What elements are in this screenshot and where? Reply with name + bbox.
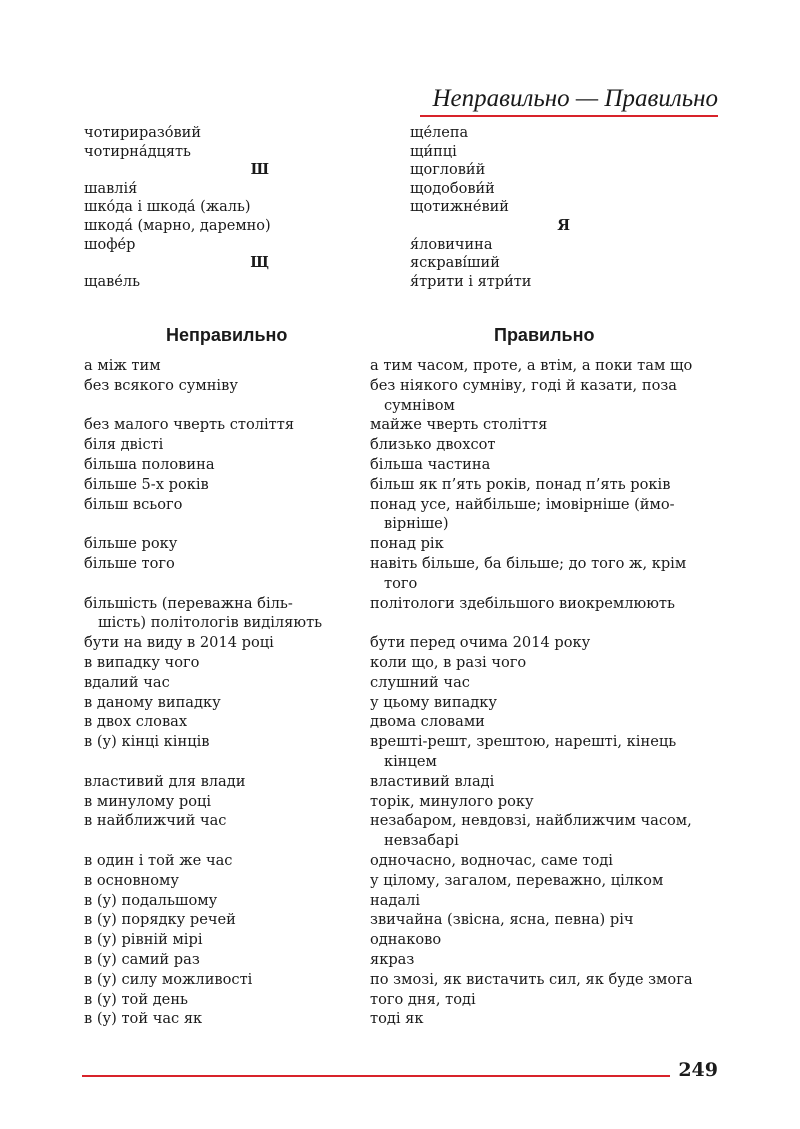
correct-phrase-line: невзабарі — [384, 832, 459, 850]
correct-phrase-line: властивий владі — [370, 772, 495, 790]
table-row — [84, 415, 720, 435]
incorrect-phrase-line: в (у) порядку речей — [84, 911, 236, 929]
incorrect-phrase-line: в (у) той день — [84, 990, 188, 1008]
table-row — [84, 871, 720, 891]
incorrect-phrase-line: в випадку чого — [84, 653, 200, 671]
incorrect-phrase-line: біля двісті — [84, 436, 164, 454]
correct-phrase — [370, 554, 720, 594]
correct-phrase-line: більш як п’ять років, понад п’ять років — [370, 475, 671, 493]
table-row — [84, 534, 720, 554]
incorrect-phrase-line: а між тим — [84, 357, 161, 374]
correct-phrase-line: у цьому випадку — [370, 693, 497, 711]
letter-heading: Ш — [250, 161, 269, 179]
table-header — [0, 322, 800, 348]
correct-phrase-line: однаково — [370, 931, 442, 949]
dictionary-entry: шко́да і шкода́ (жаль) — [84, 199, 251, 216]
correct-phrase — [370, 495, 720, 535]
incorrect-phrase-line: без всякого сумніву — [84, 376, 238, 394]
incorrect-phrase — [84, 811, 370, 851]
correct-phrase-line: якраз — [370, 950, 415, 968]
correct-phrase — [370, 732, 720, 772]
incorrect-phrase — [84, 930, 370, 950]
dictionary-entry: я́трити і ятри́ти — [410, 273, 532, 290]
column-heading-right: Правильно — [494, 325, 595, 345]
incorrect-phrase-line: в (у) силу можливості — [84, 970, 253, 988]
table-row — [84, 633, 720, 653]
letter-heading: Я — [557, 216, 570, 234]
dictionary-entry: шавлія́ — [84, 180, 138, 197]
table-row — [84, 554, 720, 594]
correct-phrase — [370, 376, 720, 416]
incorrect-phrase — [84, 732, 370, 772]
correct-phrase-line: двома словами — [370, 713, 485, 731]
incorrect-phrase — [84, 653, 370, 673]
correct-phrase — [370, 435, 720, 455]
table-row — [84, 673, 720, 693]
incorrect-phrase-line: більша половина — [84, 455, 215, 473]
correct-phrase-line: врешті-решт, зрештою, нарешті, кінець — [370, 733, 677, 751]
incorrect-phrase — [84, 376, 370, 416]
table-row — [84, 990, 720, 1010]
running-head-title: Неправильно — Правильно — [432, 85, 718, 112]
incorrect-phrase-line: в двох словах — [84, 713, 188, 731]
incorrect-phrase — [84, 990, 370, 1010]
table-row — [84, 435, 720, 455]
correct-phrase — [370, 811, 720, 851]
incorrect-phrase-line: в (у) той час як — [84, 1010, 203, 1028]
table-row — [84, 792, 720, 812]
incorrect-phrase — [84, 475, 370, 495]
table-row — [84, 1009, 720, 1029]
incorrect-phrase — [84, 693, 370, 713]
incorrect-phrase-line: більше року — [84, 535, 178, 553]
correct-phrase — [370, 871, 720, 891]
correct-phrase-line: понад рік — [370, 535, 444, 553]
correct-phrase-line: коли що, в разі чого — [370, 653, 527, 671]
correct-phrase-line: бути перед очима 2014 року — [370, 634, 591, 652]
table-row — [84, 653, 720, 673]
correct-phrase — [370, 792, 720, 812]
correct-phrase — [370, 970, 720, 990]
correct-phrase-line: того — [384, 574, 418, 592]
correct-phrase — [370, 1009, 720, 1029]
incorrect-phrase-line: в (у) кінці кінців — [84, 733, 210, 751]
dictionary-entry: щотижне́вий — [410, 199, 509, 216]
correct-phrase-line: понад усе, найбільше; імовірніше (ймо- — [370, 495, 675, 513]
correction-table — [84, 356, 720, 1029]
dictionary-entry: я́ловичина — [410, 236, 493, 253]
correct-phrase — [370, 673, 720, 693]
incorrect-phrase — [84, 356, 370, 376]
correct-phrase — [370, 653, 720, 673]
incorrect-phrase — [84, 950, 370, 970]
footer-rule — [82, 1075, 670, 1077]
table-row — [84, 970, 720, 990]
correct-phrase-line: навіть більше, ба більше; до того ж, крім — [370, 554, 687, 572]
incorrect-phrase-line: шість) політологів виділяють — [98, 614, 323, 632]
table-row — [84, 930, 720, 950]
incorrect-phrase-line: в один і той же час — [84, 851, 233, 869]
dictionary-entry: чотирна́дцять — [84, 143, 191, 160]
table-row — [84, 910, 720, 930]
incorrect-phrase — [84, 792, 370, 812]
table-row — [84, 851, 720, 871]
correct-phrase-line: по змозі, як вистачить сил, як буде змога — [370, 970, 693, 988]
table-row — [84, 455, 720, 475]
table-row — [84, 712, 720, 732]
table-row — [84, 376, 720, 416]
incorrect-phrase-line: в (у) самий раз — [84, 950, 200, 968]
table-row — [84, 693, 720, 713]
correct-phrase-line: майже чверть століття — [370, 416, 548, 434]
incorrect-phrase-line: в (у) подальшому — [84, 891, 218, 909]
correct-phrase — [370, 415, 720, 435]
incorrect-phrase-line: більше того — [84, 554, 175, 572]
incorrect-phrase — [84, 534, 370, 554]
incorrect-phrase — [84, 415, 370, 435]
incorrect-phrase — [84, 1009, 370, 1029]
table-row — [84, 811, 720, 851]
dictionary-entry: щаве́ль — [84, 273, 140, 290]
incorrect-phrase — [84, 594, 370, 634]
correct-phrase — [370, 930, 720, 950]
correct-phrase-line: одночасно, водночас, саме тоді — [370, 851, 613, 869]
correct-phrase-line: у цілому, загалом, переважно, цілком — [370, 871, 664, 889]
column-heading-wrong: Неправильно — [166, 325, 288, 345]
dictionary-column-left — [84, 124, 269, 291]
table-row — [84, 891, 720, 911]
correct-phrase — [370, 455, 720, 475]
correct-phrase-line: більша частина — [370, 455, 491, 473]
incorrect-phrase-line: без малого чверть століття — [84, 416, 295, 434]
table-row — [84, 950, 720, 970]
incorrect-phrase-line: в даному випадку — [84, 693, 221, 711]
dictionary-column-right — [410, 124, 570, 291]
incorrect-phrase — [84, 851, 370, 871]
incorrect-phrase — [84, 712, 370, 732]
incorrect-phrase-line: бути на виду в 2014 році — [84, 634, 274, 652]
correct-phrase — [370, 693, 720, 713]
table-row — [84, 475, 720, 495]
dictionary-entry: ще́лепа — [410, 125, 469, 141]
incorrect-phrase-line: більшість (переважна біль- — [84, 594, 293, 612]
correct-phrase-line: звичайна (звісна, ясна, певна) річ — [370, 911, 634, 929]
correct-phrase — [370, 891, 720, 911]
correct-phrase-line: вірніше) — [384, 515, 449, 533]
incorrect-phrase — [84, 910, 370, 930]
header-rule — [420, 115, 718, 117]
correct-phrase — [370, 712, 720, 732]
incorrect-phrase — [84, 633, 370, 653]
table-row — [84, 732, 720, 772]
correct-phrase-line: слушний час — [370, 673, 470, 691]
table-row — [84, 772, 720, 792]
page-number: 249 — [678, 1059, 718, 1081]
correct-phrase — [370, 475, 720, 495]
incorrect-phrase-line: більше 5-х років — [84, 475, 209, 493]
dictionary-entry: чотириразо́вий — [84, 125, 202, 141]
correct-phrase-line: кінцем — [384, 752, 437, 770]
correct-phrase-line: близько двохсот — [370, 436, 496, 454]
correct-phrase — [370, 594, 720, 634]
correct-phrase-line: без ніякого сумніву, годі й казати, поза — [370, 376, 678, 394]
incorrect-phrase-line: вдалий час — [84, 673, 170, 691]
correct-phrase — [370, 772, 720, 792]
incorrect-phrase-line: в основному — [84, 871, 179, 889]
incorrect-phrase — [84, 891, 370, 911]
correct-phrase-line: торік, минулого року — [370, 792, 534, 810]
table-row — [84, 356, 720, 376]
correct-phrase-line: того дня, тоді — [370, 990, 476, 1008]
incorrect-phrase — [84, 554, 370, 594]
incorrect-phrase — [84, 970, 370, 990]
dictionary-entry: шофе́р — [84, 236, 136, 253]
correct-phrase — [370, 356, 720, 376]
incorrect-phrase-line: більш всього — [84, 495, 183, 513]
incorrect-phrase-line: в (у) рівній мірі — [84, 931, 203, 949]
correct-phrase — [370, 633, 720, 653]
letter-heading: Щ — [250, 254, 269, 272]
correct-phrase-line: надалі — [370, 891, 421, 909]
dictionary-entry: щоглови́й — [410, 162, 486, 179]
incorrect-phrase — [84, 673, 370, 693]
incorrect-phrase — [84, 455, 370, 475]
table-row — [84, 495, 720, 535]
incorrect-phrase-line: в минулому році — [84, 792, 212, 810]
correct-phrase — [370, 851, 720, 871]
incorrect-phrase — [84, 495, 370, 535]
incorrect-phrase-line: властивий для влади — [84, 772, 246, 790]
correct-phrase-line: тоді як — [370, 1010, 424, 1028]
incorrect-phrase — [84, 435, 370, 455]
correct-phrase — [370, 990, 720, 1010]
dictionary-entry: яскраві́ший — [410, 255, 500, 272]
correct-phrase-line: сумнівом — [384, 396, 455, 414]
table-row — [84, 594, 720, 634]
incorrect-phrase — [84, 871, 370, 891]
correct-phrase — [370, 534, 720, 554]
correct-phrase-line: незабаром, невдовзі, найближчим часом, — [370, 812, 692, 830]
correct-phrase-line: а тим часом, проте, а втім, а поки там що — [370, 357, 693, 374]
correct-phrase — [370, 910, 720, 930]
incorrect-phrase — [84, 772, 370, 792]
dictionary-entry: шкода́ (марно, даремно) — [84, 217, 271, 234]
incorrect-phrase-line: в найближчий час — [84, 812, 227, 830]
dictionary-entry: щи́пці — [410, 143, 457, 160]
correct-phrase — [370, 950, 720, 970]
dictionary-entry: щодобови́й — [410, 180, 495, 197]
correct-phrase-line: політологи здебільшого виокремлюють — [370, 594, 675, 612]
